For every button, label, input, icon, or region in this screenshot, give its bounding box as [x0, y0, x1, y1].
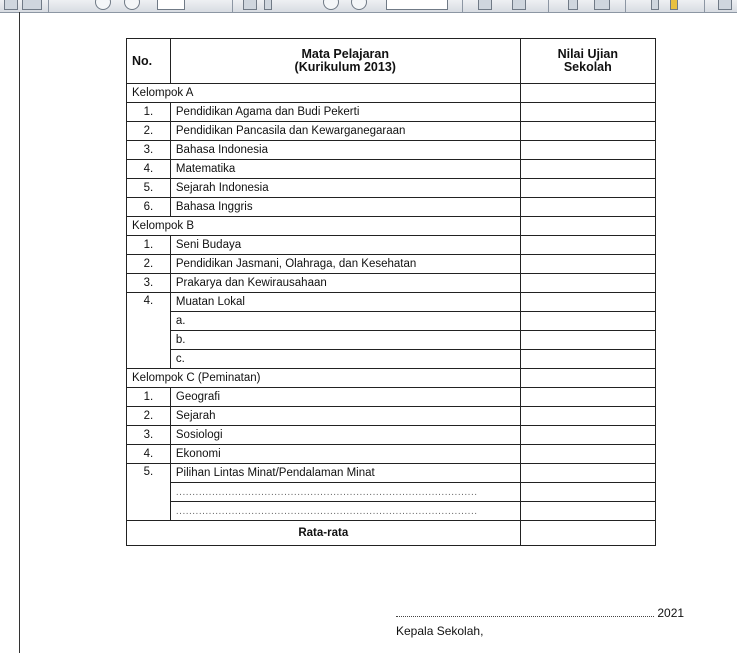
subject-name: Ekonomi: [170, 445, 520, 464]
pdf-toolbar: [0, 0, 737, 13]
average-row: [127, 521, 656, 546]
group-label-a: Kelompok A: [127, 84, 521, 103]
score-cell[interactable]: [520, 407, 655, 426]
table-row: [127, 141, 656, 160]
previous-page-button[interactable]: [95, 0, 111, 10]
subject-name: Sejarah: [170, 407, 520, 426]
row-number: 1.: [127, 388, 171, 407]
row-number: 2.: [127, 407, 171, 426]
page-edge: [19, 12, 20, 653]
group-row: [127, 369, 656, 388]
toolbar-separator: [704, 0, 705, 12]
score-cell[interactable]: [520, 502, 655, 521]
table-row: [127, 179, 656, 198]
score-cell[interactable]: [520, 445, 655, 464]
score-cell[interactable]: [520, 426, 655, 445]
fit-page-icon[interactable]: [478, 0, 492, 10]
score-cell[interactable]: [520, 84, 655, 103]
table-row: [127, 445, 656, 464]
row-number: 3.: [127, 426, 171, 445]
table-row: [127, 407, 656, 426]
row-number: 3.: [127, 141, 171, 160]
header-subject-line1: Mata Pelajaran: [301, 47, 390, 61]
subject-name: Sejarah Indonesia: [170, 179, 520, 198]
table-row: [127, 274, 656, 293]
score-cell[interactable]: [520, 483, 655, 502]
table-header-row: [127, 39, 656, 84]
table-row: [127, 122, 656, 141]
fit-width-icon[interactable]: [512, 0, 526, 10]
row-number: 4.: [127, 293, 171, 369]
year-text: 2021: [657, 606, 685, 620]
score-cell[interactable]: [520, 236, 655, 255]
table-row: [127, 293, 656, 312]
page-number-input[interactable]: [157, 0, 185, 10]
row-number: 1.: [127, 103, 171, 122]
row-number: 3.: [127, 274, 171, 293]
group-row: [127, 217, 656, 236]
score-cell[interactable]: [520, 179, 655, 198]
zoom-level-input[interactable]: [386, 0, 448, 10]
comment-icon[interactable]: [568, 0, 578, 10]
row-number: 4.: [127, 445, 171, 464]
header-score: [520, 39, 655, 84]
subject-name: Seni Budaya: [170, 236, 520, 255]
table-row: [127, 331, 656, 350]
subject-name: Matematika: [170, 160, 520, 179]
header-subject: [170, 39, 520, 84]
subject-name: Muatan Lokal: [170, 293, 520, 312]
signatory-label: Kepala Sekolah,: [396, 624, 484, 638]
header-no: No.: [127, 39, 171, 84]
table-row: [127, 255, 656, 274]
score-cell[interactable]: [520, 103, 655, 122]
sub-item-label: b.: [170, 331, 520, 350]
zoom-out-button[interactable]: [323, 0, 339, 10]
elective-blank-line[interactable]: ............................................................................................: [170, 483, 520, 502]
subject-name: Prakarya dan Kewirausahaan: [170, 274, 520, 293]
group-label-b: Kelompok B: [127, 217, 521, 236]
highlight-icon[interactable]: [594, 0, 610, 10]
table-row: [127, 388, 656, 407]
toolbar-separator: [48, 0, 49, 12]
sidebar-icon[interactable]: [718, 0, 732, 10]
average-label: Rata-rata: [127, 521, 521, 546]
score-cell[interactable]: [520, 464, 655, 483]
table-row: [127, 464, 656, 483]
score-cell[interactable]: [520, 369, 655, 388]
header-subject-line2: (Kurikulum 2013): [294, 60, 396, 74]
table-row: [127, 502, 656, 521]
score-cell[interactable]: [520, 388, 655, 407]
next-page-button[interactable]: [124, 0, 140, 10]
star-icon[interactable]: [670, 0, 678, 10]
subject-name: Sosiologi: [170, 426, 520, 445]
toolbar-separator: [548, 0, 549, 12]
print-icon[interactable]: [22, 0, 42, 10]
score-cell[interactable]: [520, 350, 655, 369]
header-score-line2: Sekolah: [563, 60, 612, 74]
subject-name: Bahasa Inggris: [170, 198, 520, 217]
subject-name: Pilihan Lintas Minat/Pendalaman Minat: [170, 464, 520, 483]
table-row: [127, 312, 656, 331]
group-label-c: Kelompok C (Peminatan): [127, 369, 521, 388]
table-row: [127, 236, 656, 255]
sub-item-label: a.: [170, 312, 520, 331]
score-cell[interactable]: [520, 274, 655, 293]
toolbar-separator: [232, 0, 233, 12]
table-row: [127, 483, 656, 502]
elective-blank-line[interactable]: ............................................................................................: [170, 502, 520, 521]
select-tool-icon[interactable]: [243, 0, 257, 10]
score-cell[interactable]: [520, 122, 655, 141]
row-number: 5.: [127, 464, 171, 521]
score-cell[interactable]: [520, 141, 655, 160]
subject-name: Pendidikan Pancasila dan Kewarganegaraan: [170, 122, 520, 141]
score-cell[interactable]: [520, 198, 655, 217]
row-number: 4.: [127, 160, 171, 179]
toolbar-separator: [625, 0, 626, 12]
hand-tool-icon[interactable]: [264, 0, 272, 10]
group-row: [127, 84, 656, 103]
table-row: [127, 350, 656, 369]
sub-item-label: c.: [170, 350, 520, 369]
grades-table: [126, 38, 656, 546]
sign-icon[interactable]: [651, 0, 659, 10]
header-score-line1: Nilai Ujian: [557, 47, 619, 61]
row-number: 5.: [127, 179, 171, 198]
row-number: 2.: [127, 122, 171, 141]
table-row: [127, 198, 656, 217]
score-cell[interactable]: [520, 217, 655, 236]
subject-name: Pendidikan Agama dan Budi Pekerti: [170, 103, 520, 122]
table-row: [127, 103, 656, 122]
score-cell[interactable]: [520, 255, 655, 274]
subject-name: Geografi: [170, 388, 520, 407]
subject-name: Bahasa Indonesia: [170, 141, 520, 160]
save-icon[interactable]: [4, 0, 18, 10]
score-cell[interactable]: [520, 312, 655, 331]
average-score-cell[interactable]: [520, 521, 655, 546]
score-cell[interactable]: [520, 293, 655, 312]
row-number: 2.: [127, 255, 171, 274]
toolbar-separator: [462, 0, 463, 12]
zoom-in-button[interactable]: [351, 0, 367, 10]
table-row: [127, 160, 656, 179]
row-number: 6.: [127, 198, 171, 217]
date-line[interactable]: [396, 606, 684, 620]
subject-name: Pendidikan Jasmani, Olahraga, dan Kesehatan: [170, 255, 520, 274]
date-blank[interactable]: [396, 606, 654, 617]
table-row: [127, 426, 656, 445]
score-cell[interactable]: [520, 160, 655, 179]
score-cell[interactable]: [520, 331, 655, 350]
row-number: 1.: [127, 236, 171, 255]
